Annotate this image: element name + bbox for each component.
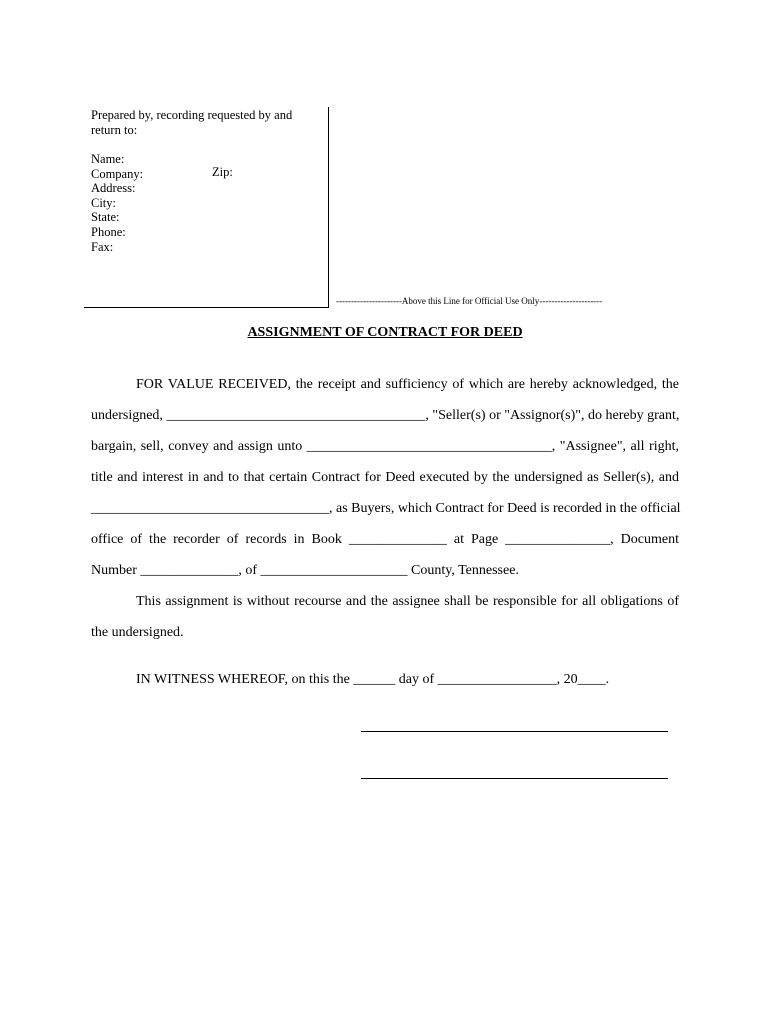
- body-line: __________________________________, as Buyers, which Contract for Deed is recorded in the official: [91, 501, 681, 516]
- prepared-by-label: Prepared by, recording requested by and return to:: [91, 108, 293, 137]
- document-title: ASSIGNMENT OF CONTRACT FOR DEED: [247, 325, 523, 340]
- signature-line: [361, 731, 668, 732]
- recourse-line: This assignment is without recourse and the assignee shall be responsible for all obligations of: [136, 594, 679, 609]
- city-label: City:: [91, 195, 117, 210]
- signature-line: [361, 778, 668, 779]
- fax-label: Fax:: [91, 239, 114, 254]
- return-fields: [91, 152, 143, 254]
- assignment-paragraph: [91, 369, 679, 586]
- zip-label: Zip:: [212, 165, 233, 180]
- witness-line: IN WITNESS WHEREOF, on this the ______ day of _________________, 20____.: [136, 672, 610, 687]
- box-right-border: [328, 107, 329, 308]
- phone-label: Phone:: [91, 224, 126, 239]
- body-line: FOR VALUE RECEIVED, the receipt and sufficiency of which are hereby acknowledged, the: [136, 377, 679, 392]
- witness-paragraph: [91, 664, 679, 695]
- body-line: title and interest in and to that certain Contract for Deed executed by the undersigned as Seller(s), and: [91, 470, 679, 485]
- state-label: State:: [91, 210, 120, 225]
- name-label: Name:: [91, 152, 125, 166]
- recourse-line: the undersigned.: [91, 625, 184, 640]
- return-address-box: [84, 107, 328, 308]
- recourse-paragraph: [91, 586, 679, 648]
- official-use-line: ----------------------Above this Line for Official Use Only---------------------: [336, 296, 603, 306]
- address-label: Address:: [91, 181, 136, 196]
- body-line: office of the recorder of records in Book ______________ at Page _______________, Document: [91, 532, 679, 547]
- body-line: undersigned, _____________________________________, "Seller(s) or "Assignor(s)", do hereby grant,: [91, 408, 680, 423]
- body-line: Number ______________, of _____________________ County, Tennessee.: [91, 563, 519, 578]
- box-bottom-border: [84, 307, 329, 308]
- company-label: Company:: [91, 166, 144, 181]
- body-line: bargain, sell, convey and assign unto ___________________________________, "Assignee", all right,: [91, 439, 679, 454]
